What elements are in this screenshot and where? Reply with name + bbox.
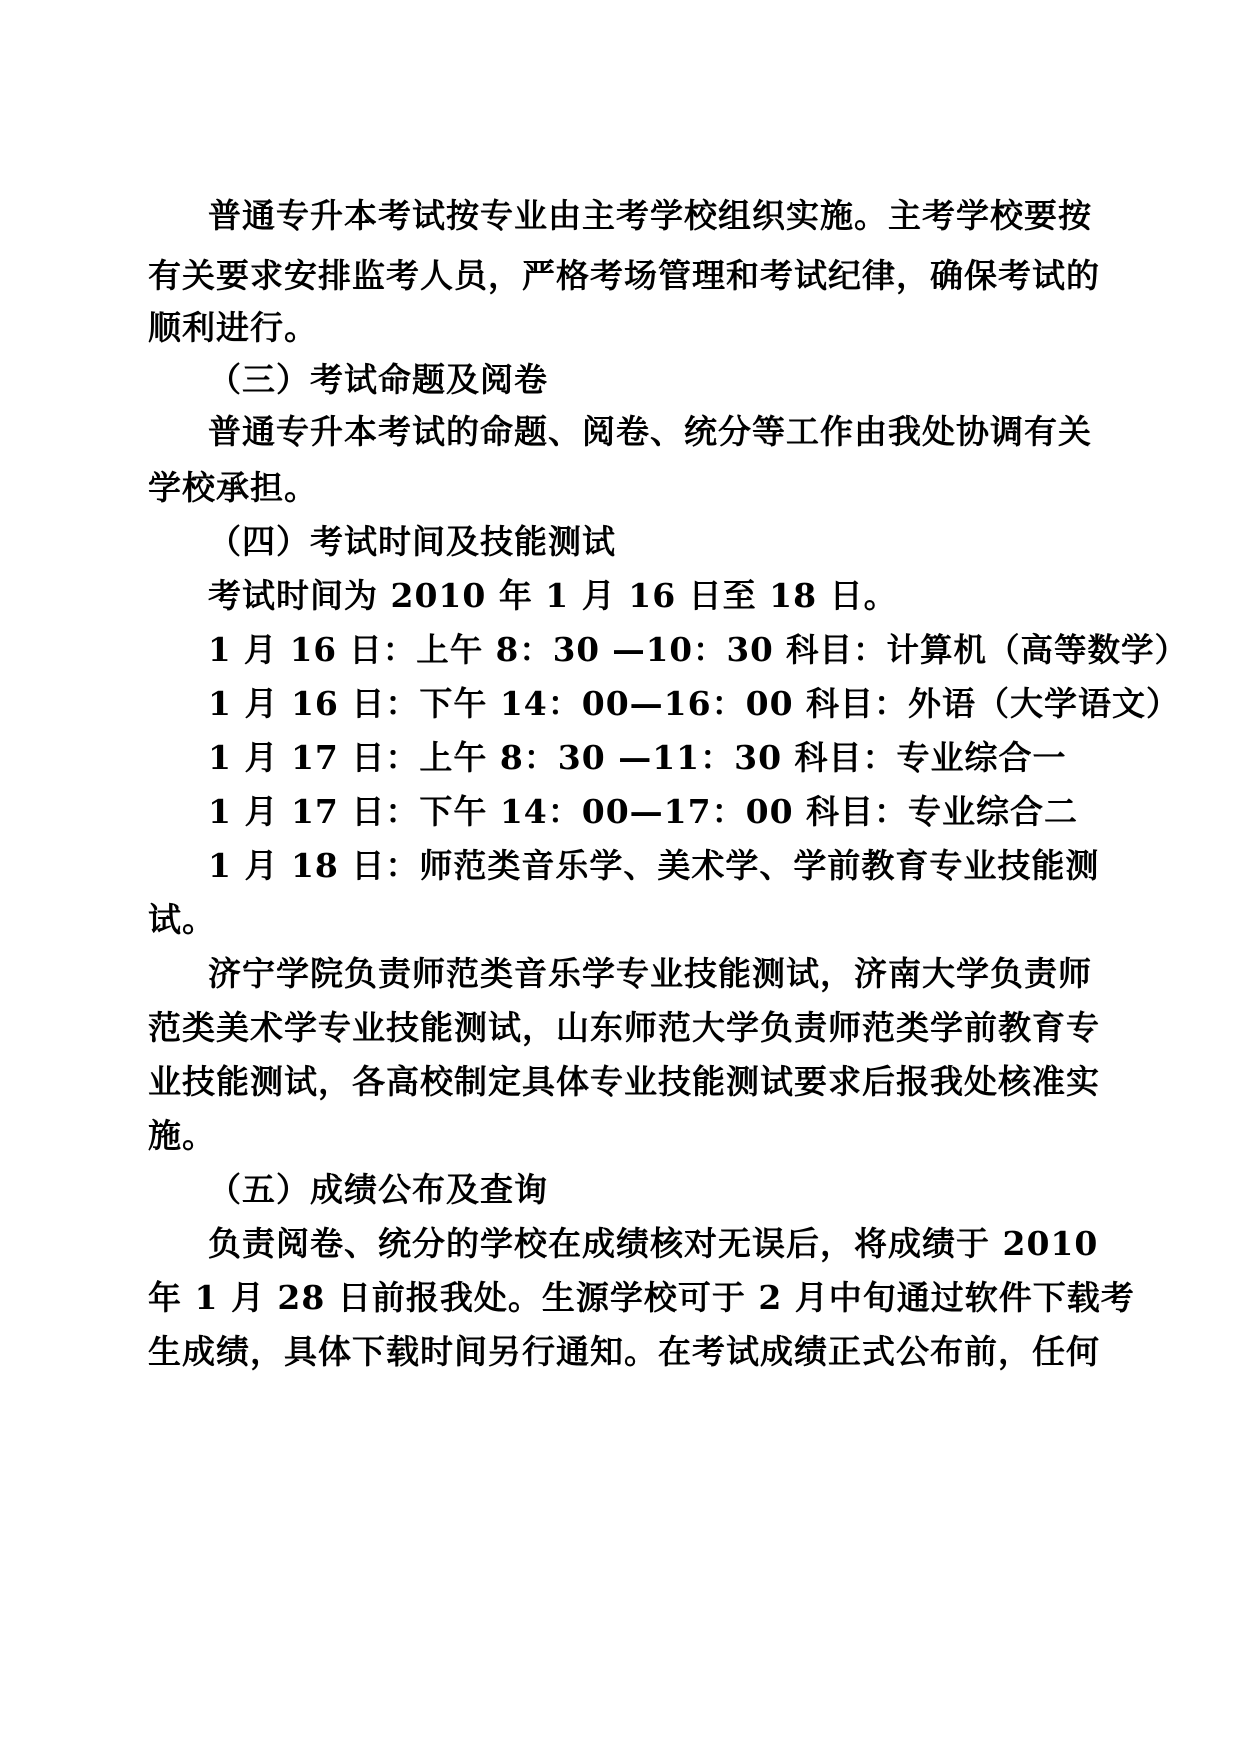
section-heading-3: （三）考试命题及阅卷 [208,360,548,399]
paragraph-line: 生成绩，具体下载时间另行通知。在考试成绩正式公布前，任何 [148,1332,1100,1371]
paragraph-line: 学校承担。 [148,468,318,507]
schedule-line: 1 月 17 日：下午 14：00—17：00 科目：专业综合二 [208,792,1079,831]
paragraph-line: 考试时间为 2010 年 1 月 16 日至 18 日。 [208,576,898,615]
paragraph-line: 顺利进行。 [148,308,318,347]
paragraph-line: 业技能测试，各高校制定具体专业技能测试要求后报我处核准实 [148,1062,1100,1101]
paragraph-line: 范类美术学专业技能测试，山东师范大学负责师范类学前教育专 [148,1008,1100,1047]
paragraph-line: 负责阅卷、统分的学校在成绩核对无误后，将成绩于 2010 [208,1224,1099,1263]
schedule-line: 1 月 17 日：上午 8：30 —11：30 科目：专业综合一 [208,738,1067,777]
paragraph-line: 年 1 月 28 日前报我处。生源学校可于 2 月中旬通过软件下载考 [148,1278,1135,1317]
paragraph-line: 济宁学院负责师范类音乐学专业技能测试，济南大学负责师 [208,954,1092,993]
section-heading-4: （四）考试时间及技能测试 [208,522,616,561]
paragraph-line: 施。 [148,1116,216,1155]
paragraph-line: 普通专升本考试的命题、阅卷、统分等工作由我处协调有关 [208,412,1092,451]
paragraph-line: 普通专升本考试按专业由主考学校组织实施。主考学校要按 [208,196,1092,235]
paragraph-line: 试。 [148,900,216,939]
section-heading-5: （五）成绩公布及查询 [208,1170,548,1209]
schedule-line: 1 月 16 日：下午 14：00—16：00 科目：外语（大学语文） [208,684,1181,723]
schedule-line: 1 月 16 日：上午 8：30 —10：30 科目：计算机（高等数学） [208,630,1189,669]
paragraph-line: 有关要求安排监考人员，严格考场管理和考试纪律，确保考试的 [148,256,1100,295]
schedule-line: 1 月 18 日：师范类音乐学、美术学、学前教育专业技能测 [208,846,1100,885]
